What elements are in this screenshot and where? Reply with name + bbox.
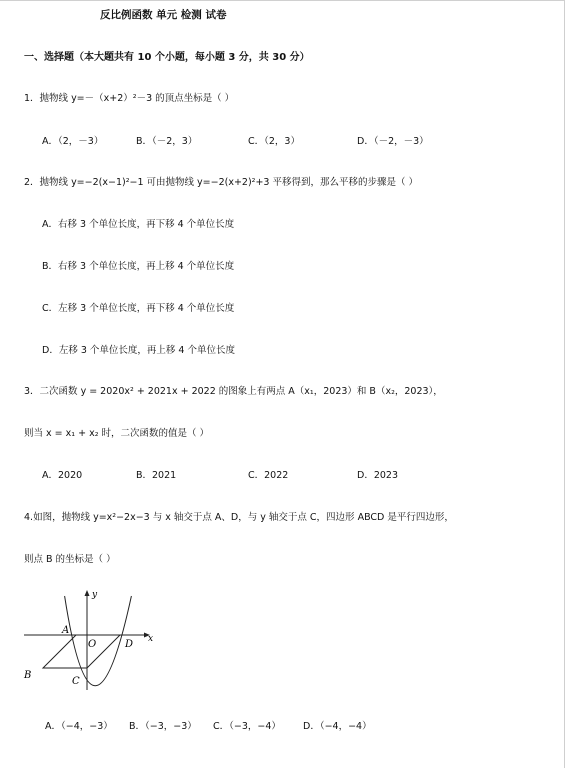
y-axis-arrow-icon — [85, 590, 90, 596]
label-c: C — [72, 676, 80, 687]
q1-option-c[interactable]: C．（2，3） — [248, 136, 300, 147]
q4-option-a[interactable]: A．（−4，−3） — [45, 721, 113, 732]
q1-option-b[interactable]: B．（－2，3） — [136, 136, 198, 147]
label-a: A — [62, 625, 70, 636]
label-b: B — [24, 670, 32, 681]
q1-stem: 1．抛物线 y=－（x+2）²－3 的顶点坐标是（ ） — [24, 93, 235, 104]
q1-option-d[interactable]: D．（－2，－3） — [357, 136, 429, 147]
q2-option-c[interactable]: C．左移 3 个单位长度，再下移 4 个单位长度 — [42, 303, 235, 314]
q2-option-a[interactable]: A．右移 3 个单位长度，再下移 4 个单位长度 — [42, 219, 235, 230]
q4-stem: 4.如图，抛物线 y=x²−2x−3 与 x 轴交于点 A、D，与 y 轴交于点 C，四边形 ABCD 是平行四边形， — [24, 512, 454, 523]
q3-stem: 3．二次函数 y = 2020x² + 2021x + 2022 的图象上有两点 A（x₁，2023）和 B（x₂，2023）， — [24, 386, 443, 397]
q2-option-d[interactable]: D．左移 3 个单位长度，再上移 4 个单位长度 — [42, 345, 235, 356]
q4-figure — [22, 588, 157, 693]
q3-option-c[interactable]: C．2022 — [248, 470, 289, 481]
parabola-curve — [65, 596, 132, 686]
q3-option-d[interactable]: D．2023 — [357, 470, 398, 481]
page-title: 反比例函数 单元 检测 试卷 — [100, 9, 227, 21]
label-d: D — [125, 639, 134, 650]
q3-option-b[interactable]: B．2021 — [136, 470, 177, 481]
parallelogram-abcd — [43, 635, 120, 668]
q2-option-b[interactable]: B．右移 3 个单位长度，再上移 4 个单位长度 — [42, 261, 235, 272]
label-x: x — [148, 634, 154, 644]
label-o: O — [88, 639, 97, 650]
q1-option-a[interactable]: A．（2，－3） — [42, 136, 104, 147]
q3-option-a[interactable]: A．2020 — [42, 470, 83, 481]
q4-stem-line2: 则点 B 的坐标是（ ） — [24, 554, 116, 565]
q4-option-b[interactable]: B．（−3，−3） — [129, 721, 197, 732]
q2-stem: 2．抛物线 y=−2(x−1)²−1 可由抛物线 y=−2(x+2)²+3 平移得到，那么平移的步骤是（ ） — [24, 177, 419, 188]
q3-stem-line2: 则当 x = x₁ + x₂ 时，二次函数的值是（ ） — [24, 428, 210, 439]
section-heading: 一、选择题（本大题共有 10 个小题，每小题 3 分，共 30 分） — [24, 52, 310, 63]
q4-option-c[interactable]: C．（−3，−4） — [213, 721, 281, 732]
page-top-border — [0, 0, 565, 1]
label-y: y — [92, 590, 98, 600]
q4-option-d[interactable]: D．（−4，−4） — [303, 721, 372, 732]
